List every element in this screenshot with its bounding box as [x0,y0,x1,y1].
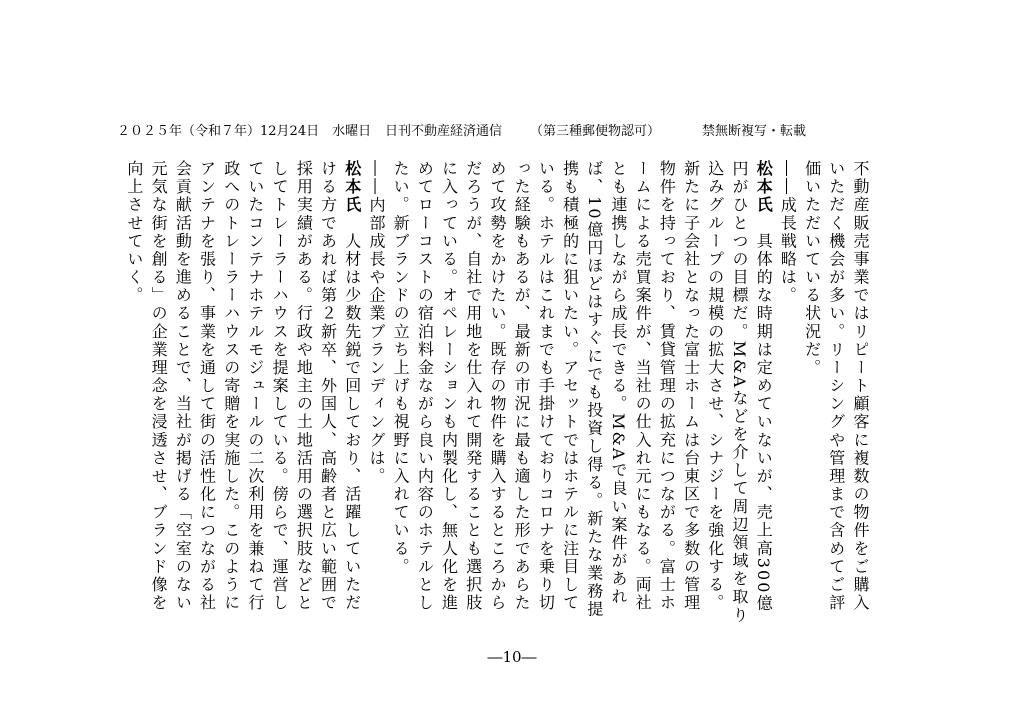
article-body [72,160,872,630]
question-1-text: 成長戦略は。 [778,196,798,305]
answer-2-text: 人材は少数先鋭で回しており、活躍していただける方であれば第２新卒、外国人、高齢者と広い範囲で採用実績がある。行政や地主の土地活用の選択肢などとしてトレーラーハウスを提案している。傍らで、運営していたコンテナホテルモジュールの二次利用を兼ねて行政へのトレーラーハウスの寄贈を実施した。このようにアンテナを張り、事業を通して街の活性化につながる社会貢献活動を進めることで、当社が掲げる「空室のない元気な街を創る」の企業理念を浸透させ、ブランド像を向上させていく。 [124,160,362,613]
publication-name: 日刊不動産経済通信 [385,124,503,139]
question-2 [364,160,388,630]
question-dash: ―― [778,160,798,197]
question-dash: ―― [366,160,386,197]
question-2-text: 内部成長や企業ブランディングは。 [366,196,386,486]
page-number: ―10― [487,648,537,666]
copyright-notice: 禁無断複写・転載 [702,124,807,139]
answer-2 [122,160,364,630]
answer-1 [388,160,775,630]
paragraph-1: 不動産販売事業ではリピート顧客に複数の物件をご購入いただく機会が多い。リーシングや管理まで含めてご評価いただいている状況だ。 [802,160,870,612]
question-1 [775,160,799,630]
speaker-name: 松本氏 [754,160,774,215]
speaker-name: 松本氏 [342,160,362,215]
answer-1-text: 具体的な時期は定めていないが、売上高300億円がひとつの目標だ。M&Aなどを介して周辺領域を取り込みグループの規模の拡大させ、シナジーを強化する。新たに子会社となった富士ホームは台東区で多数の管理物件を持っており、賃貸管理の拡充につながる。富士ホームによる売買案件が、当社の仕入れ元にもなる。両社とも連携しながら成長できる。M&Aで良い案件があれば、10億円ほどはすぐにでも投資し得る。新たな業務提携も積極的に狙いたい。アセットではホテルに注目している。ホテルはこれまでも手掛けておりコロナを乗り切った経験もあるが、最新の市況に最も適した形であらためて攻勢をかけたい。既存の物件を購入するところからだろうが、自社で用地を仕入れて開発することも選択肢に入っている。オペレーションも内製化し、無人化を進めてローコストの宿泊料金ながら良い内容のホテルとしたい。新ブランドの立ち上げも視野に入れている。 [391,160,774,625]
issue-date: ２０２５年（令和７年）12月24日 水曜日 [117,124,372,139]
page-header [0,120,1024,140]
postal-permit: （第三種郵便物認可） [530,124,661,139]
